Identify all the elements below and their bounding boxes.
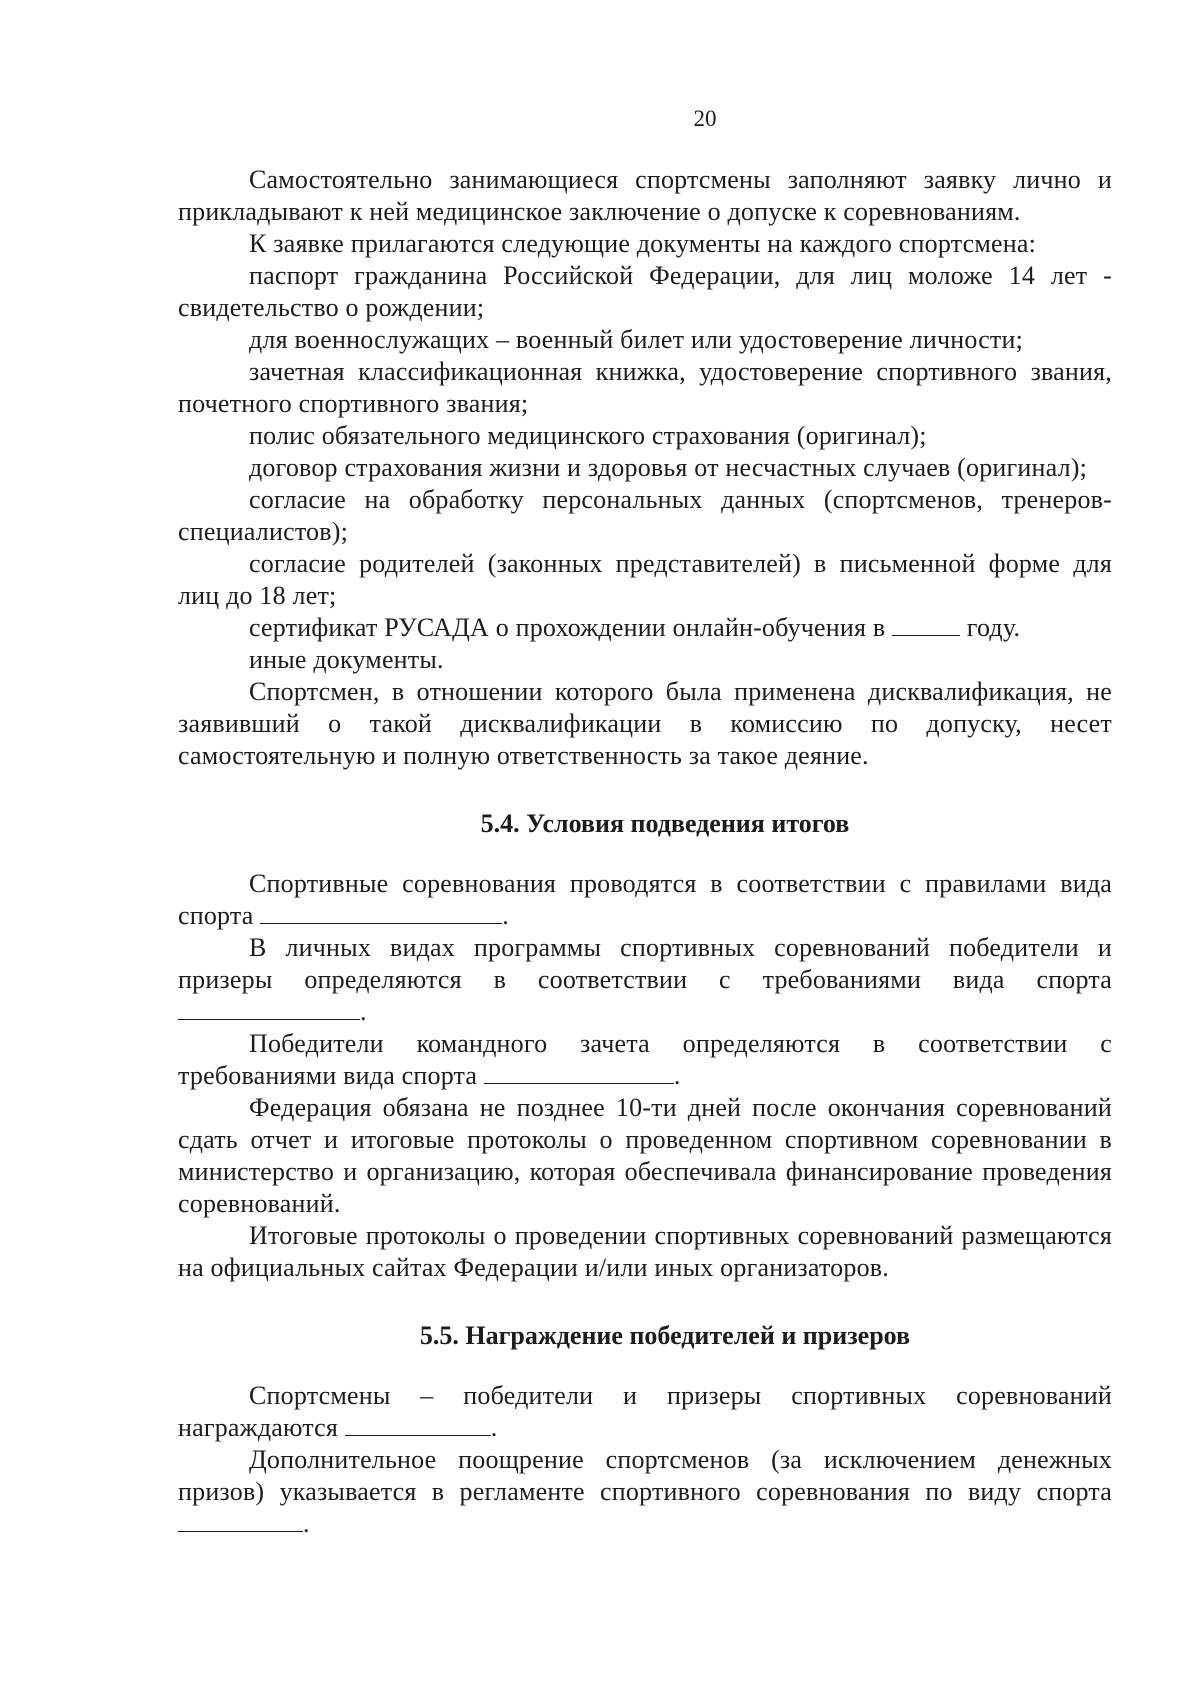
sport-blank-field: [178, 997, 360, 1020]
page-number: 20: [693, 106, 717, 131]
period: .: [303, 1509, 310, 1538]
sport-blank-field: [484, 1061, 674, 1084]
individual-winners-text: В личных видах программы спортивных соревнований победители и призеры определяются в соответствии с требованиями вида спорта: [178, 933, 1112, 994]
awarding-text: Спортсмены – победители и призеры спортивных соревнований награждаются: [178, 1381, 1112, 1442]
period: .: [673, 1061, 681, 1090]
paragraph-sport-rules: [178, 868, 1112, 932]
section-heading-5-5: 5.5. Награждение победителей и призеров: [419, 1321, 911, 1350]
paragraph-disqualification: Спортсмен, в отношении которого была применена дисквалификация, не заявивший о такой дисквалификации в комиссию по допуску, несет самостоятельную и полную ответственность за такое деяние.: [178, 677, 1112, 770]
paragraph-self-training: Самостоятельно занимающиеся спортсмены заполняют заявку лично и прикладывают к ней медицинское заключение о допуске к соревнованиям.: [178, 165, 1112, 226]
list-item-passport: паспорт гражданина Российской Федерации, для лиц моложе 14 лет - свидетельство о рождении;: [178, 261, 1112, 322]
sport-blank-field: [260, 901, 502, 924]
additional-incentive-text: Дополнительное поощрение спортсменов (за исключением денежных призов) указывается в регламенте спортивного соревнования по виду спорта: [178, 1445, 1112, 1506]
list-item-data-consent: согласие на обработку персональных данных (спортсменов, тренеров-специалистов);: [178, 485, 1112, 546]
period: .: [360, 997, 367, 1026]
paragraph-additional-incentive: [178, 1444, 1112, 1540]
award-blank-field: [345, 1413, 491, 1436]
rusada-text-end: году.: [966, 613, 1021, 642]
list-item-classification-book: зачетная классификационная книжка, удостоверение спортивного звания, почетного спортивного звания;: [178, 357, 1112, 418]
list-item-other-docs: иные документы.: [249, 645, 444, 674]
period: .: [490, 1413, 498, 1442]
paragraph-final-protocols: Итоговые протоколы о проведении спортивных соревнований размещаются на официальных сайтах Федерации и/или иных организаторов.: [178, 1221, 1112, 1282]
paragraph-documents-intro: К заявке прилагаются следующие документы на каждого спортсмена:: [249, 229, 1036, 258]
paragraph-federation-report: Федерация обязана не позднее 10-ти дней после окончания соревнований сдать отчет и итоговые протоколы о проведенном спортивном соревновании в министерство и организацию, которая обеспечивала финансирование проведения соревнований.: [178, 1093, 1112, 1218]
list-item-parent-consent: согласие родителей (законных представителей) в письменной форме для лиц до 18 лет;: [178, 549, 1112, 610]
team-winners-text: Победители командного зачета определяются в соответствии с требованиями вида спорта: [178, 1029, 1112, 1090]
sport-blank-field: [178, 1509, 303, 1532]
paragraph-individual-winners: [178, 932, 1112, 1028]
sport-rules-text: Спортивные соревнования проводятся в соответствии с правилами вида спорта: [178, 869, 1112, 930]
year-blank-field: [892, 613, 960, 636]
list-item-medical-insurance: полис обязательного медицинского страхования (оригинал);: [249, 421, 927, 450]
paragraph-awarding: [178, 1380, 1112, 1444]
list-item-rusada: [178, 612, 1112, 644]
paragraph-team-winners: [178, 1028, 1112, 1092]
period: .: [502, 901, 509, 930]
list-item-military-id: для военнослужащих – военный билет или удостоверение личности;: [249, 325, 1024, 354]
list-item-life-insurance: договор страхования жизни и здоровья от несчастных случаев (оригинал);: [249, 453, 1088, 482]
rusada-text: сертификат РУСАДА о прохождении онлайн-обучения в: [249, 613, 886, 642]
section-heading-5-4: 5.4. Условия подведения итогов: [480, 809, 850, 838]
